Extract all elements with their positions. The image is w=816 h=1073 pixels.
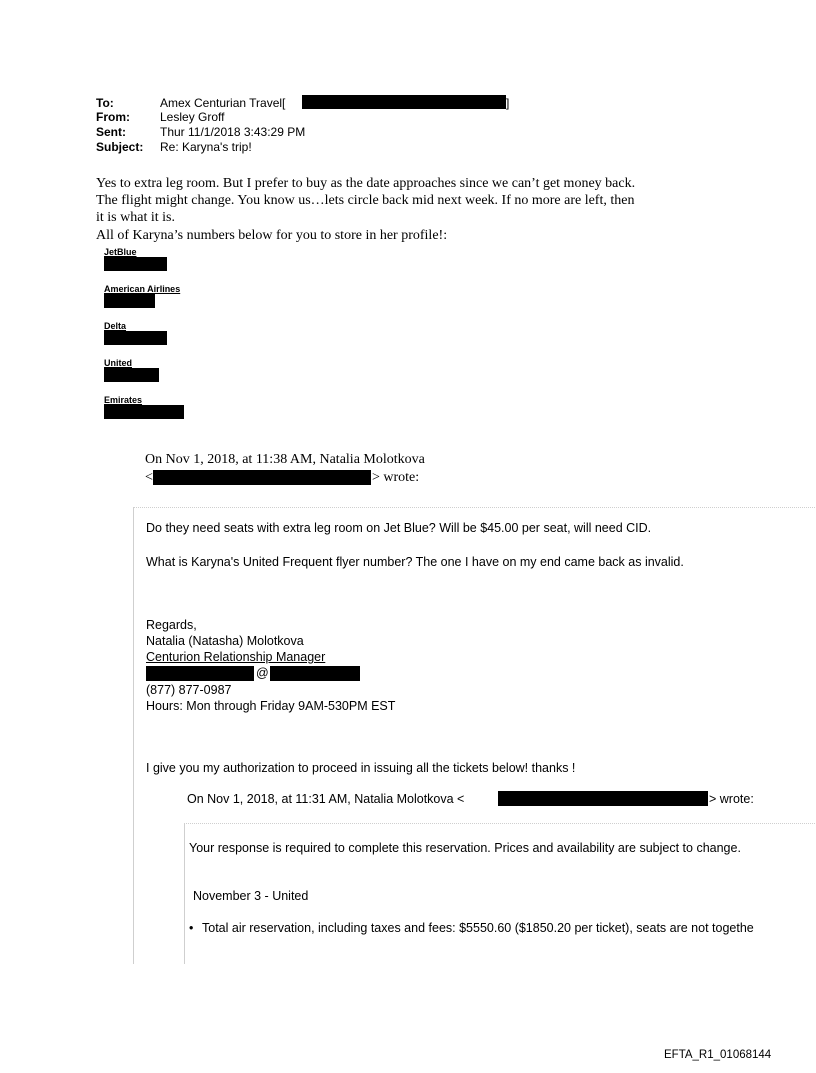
from-label: From: bbox=[96, 110, 130, 124]
quote2-date-line: November 3 - United bbox=[193, 889, 309, 903]
quote-paragraph: Do they need seats with extra leg room on Jet Blue? Will be $45.00 per seat, will need CID. bbox=[146, 521, 652, 535]
authorization-line: I give you my authorization to proceed in issuing all the tickets below! thanks ! bbox=[146, 761, 576, 775]
to-value: Amex Centurian Travel[ bbox=[160, 96, 286, 110]
quote2-intro-close: > wrote: bbox=[709, 792, 754, 806]
quote-intro-open: < bbox=[145, 470, 153, 485]
subject-label: Subject: bbox=[96, 140, 144, 154]
airline-label-delta: Delta bbox=[104, 321, 127, 331]
from-value: Lesley Groff bbox=[160, 110, 225, 124]
signature-email-at: @ bbox=[256, 666, 269, 680]
signature-phone: (877) 877-0987 bbox=[146, 683, 232, 697]
quote-intro-line: On Nov 1, 2018, at 11:38 AM, Natalia Molotkova bbox=[145, 452, 425, 467]
redaction-bar bbox=[104, 368, 159, 382]
redaction-bar bbox=[104, 294, 155, 308]
quote-intro-close: > wrote: bbox=[372, 470, 420, 485]
redaction-bar bbox=[153, 470, 371, 485]
message-line: The flight might change. You know us…lets circle back mid next week. If no more are left, then bbox=[96, 193, 635, 208]
signature-name: Natalia (Natasha) Molotkova bbox=[146, 634, 304, 648]
message-line: All of Karyna’s numbers below for you to store in her profile!: bbox=[96, 228, 448, 243]
redaction-bar bbox=[302, 95, 506, 109]
signature-hours: Hours: Mon through Friday 9AM-530PM EST bbox=[146, 699, 396, 713]
sent-value: Thur 11/1/2018 3:43:29 PM bbox=[160, 125, 306, 139]
quote2-bullet-item: Total air reservation, including taxes and fees: $5550.60 ($1850.20 per ticket), seats are not togethe bbox=[202, 921, 754, 935]
to-label: To: bbox=[96, 96, 114, 110]
redaction-bar bbox=[104, 405, 184, 419]
signature-regards: Regards, bbox=[146, 618, 197, 632]
airline-label-united: United bbox=[104, 358, 132, 368]
airline-label-jetblue: JetBlue bbox=[104, 247, 137, 257]
quote-paragraph: What is Karyna's United Frequent flyer number? The one I have on my end came back as invalid. bbox=[146, 555, 684, 569]
sent-label: Sent: bbox=[96, 125, 126, 139]
bates-number: EFTA_R1_01068144 bbox=[664, 1049, 772, 1061]
redaction-bar bbox=[270, 666, 360, 681]
bullet-icon: • bbox=[189, 921, 194, 935]
to-close-bracket: ] bbox=[506, 96, 510, 110]
airline-label-american: American Airlines bbox=[104, 284, 181, 294]
message-line: it is what it is. bbox=[96, 210, 175, 225]
quote2-intro-open: On Nov 1, 2018, at 11:31 AM, Natalia Molotkova < bbox=[187, 792, 465, 806]
message-line: Yes to extra leg room. But I prefer to buy as the date approaches since we can’t get money back. bbox=[96, 176, 636, 191]
signature-title: Centurion Relationship Manager bbox=[146, 650, 326, 664]
redaction-bar bbox=[104, 331, 167, 345]
quote2-paragraph: Your response is required to complete this reservation. Prices and availability are subject to change. bbox=[189, 841, 741, 855]
airline-label-emirates: Emirates bbox=[104, 395, 143, 405]
redaction-bar bbox=[104, 257, 167, 271]
redaction-bar bbox=[146, 666, 254, 681]
redaction-bar bbox=[498, 791, 708, 806]
subject-value: Re: Karyna's trip! bbox=[160, 140, 252, 154]
